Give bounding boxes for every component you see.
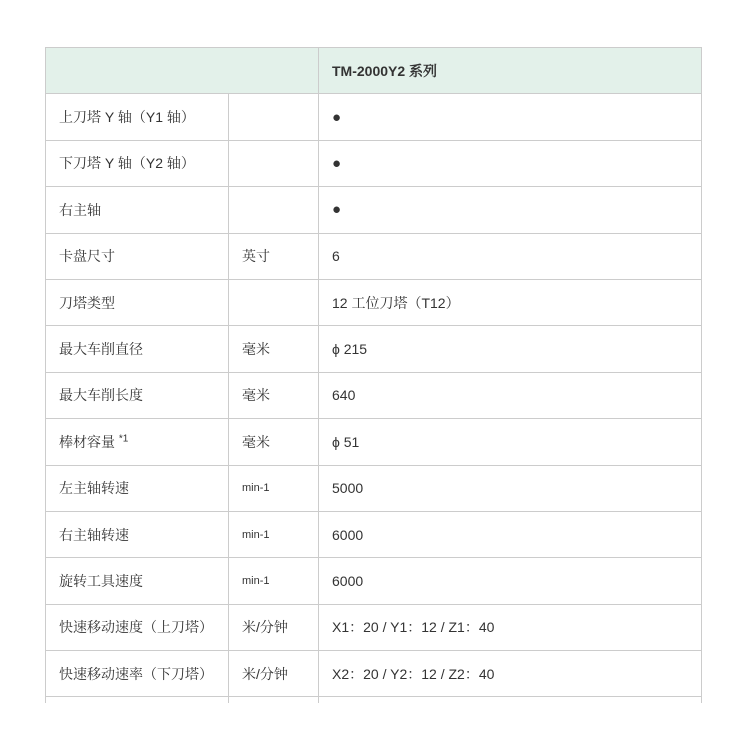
value-cell: 5000 — [319, 465, 702, 511]
unit-cell: 米/分钟 — [229, 651, 319, 697]
table-row — [46, 465, 702, 511]
table-row — [46, 604, 702, 650]
unit-cell — [229, 279, 319, 325]
spec-label-cell: 右主轴 — [46, 187, 229, 233]
unit-cell: min-1 — [229, 511, 319, 557]
value-cell: ϕ 51 — [319, 419, 702, 465]
value-cell: X1：20 / Y1：12 / Z1：40 — [319, 604, 702, 650]
table-row — [46, 279, 702, 325]
unit-cell: 毫米 — [229, 372, 319, 418]
value-cell: ● — [319, 140, 702, 186]
value-cell: 6000 — [319, 558, 702, 604]
table-row — [46, 372, 702, 418]
spec-label-cell: 上刀塔 Y 轴（Y1 轴） — [46, 94, 229, 140]
table-row — [46, 326, 702, 372]
table-row — [46, 558, 702, 604]
spec-label-cell: 快速移动速率（下刀塔） — [46, 651, 229, 697]
header-series-cell: TM-2000Y2 系列 — [319, 48, 702, 94]
value-cell: ● — [319, 187, 702, 233]
spec-label-cell: 旋转工具速度 — [46, 558, 229, 604]
spec-label-cell: 下刀塔 Y 轴（Y2 轴） — [46, 140, 229, 186]
clipped-row — [46, 697, 702, 703]
spec-label-cell: 刀塔类型 — [46, 279, 229, 325]
table-row — [46, 94, 702, 140]
unit-cell — [229, 187, 319, 233]
unit-cell: 毫米 — [229, 419, 319, 465]
value-cell: 6000 — [319, 511, 702, 557]
value-cell: 12 工位刀塔（T12） — [319, 279, 702, 325]
table-row — [46, 651, 702, 697]
spec-label-cell: 右主轴转速 — [46, 511, 229, 557]
spec-label-cell: 快速移动速度（上刀塔） — [46, 604, 229, 650]
spec-table-container — [45, 47, 703, 703]
table-row — [46, 511, 702, 557]
table-row — [46, 140, 702, 186]
spec-label-cell: 左主轴转速 — [46, 465, 229, 511]
unit-cell: min-1 — [229, 558, 319, 604]
table-row — [46, 187, 702, 233]
unit-cell: 英寸 — [229, 233, 319, 279]
unit-cell — [229, 140, 319, 186]
spec-label-cell: 最大车削长度 — [46, 372, 229, 418]
value-cell: 640 — [319, 372, 702, 418]
clipped-cell — [229, 697, 319, 703]
spec-label-cell: 卡盘尺寸 — [46, 233, 229, 279]
value-cell: 6 — [319, 233, 702, 279]
value-cell: ● — [319, 94, 702, 140]
table-row — [46, 233, 702, 279]
header-empty-cell — [46, 48, 319, 94]
spec-table — [45, 47, 702, 703]
value-cell: ϕ 215 — [319, 326, 702, 372]
spec-label-cell: 最大车削直径 — [46, 326, 229, 372]
value-cell: X2：20 / Y2：12 / Z2：40 — [319, 651, 702, 697]
table-row — [46, 419, 702, 465]
clipped-cell — [46, 697, 229, 703]
header-row — [46, 48, 702, 94]
unit-cell: 米/分钟 — [229, 604, 319, 650]
unit-cell — [229, 94, 319, 140]
clipped-cell — [319, 697, 702, 703]
spec-label-cell: 棒材容量 $^{*1}$ — [46, 419, 229, 465]
unit-cell: min-1 — [229, 465, 319, 511]
unit-cell: 毫米 — [229, 326, 319, 372]
footnote-marker: *1 — [118, 433, 129, 445]
